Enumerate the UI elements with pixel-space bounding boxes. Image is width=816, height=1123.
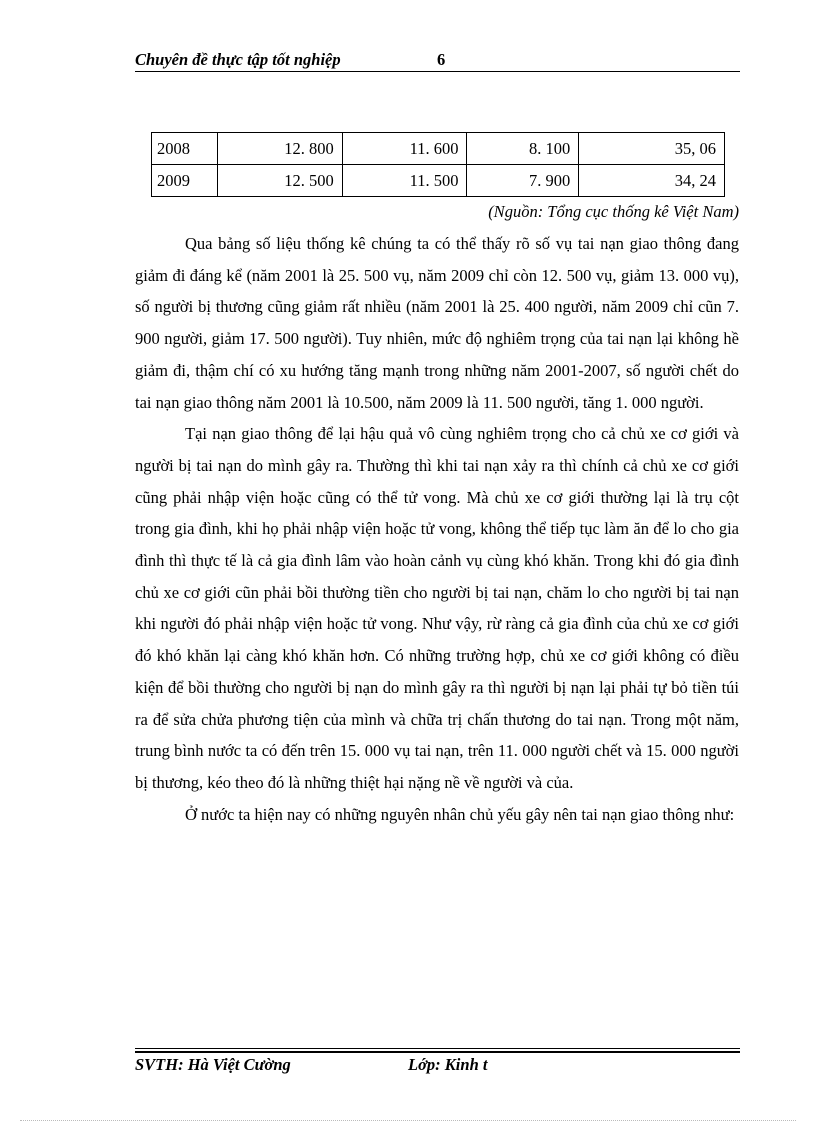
table-cell: 11. 600 bbox=[342, 133, 467, 165]
table-cell: 35, 06 bbox=[579, 133, 725, 165]
table-cell: 8. 100 bbox=[467, 133, 579, 165]
header-rule bbox=[135, 71, 740, 72]
author-label: SVTH: Hà Việt Cường bbox=[135, 1055, 291, 1074]
table-row bbox=[152, 165, 725, 197]
table-cell: 2008 bbox=[152, 133, 218, 165]
source-note: (Nguồn: Tổng cục thống kê Việt Nam) bbox=[488, 202, 739, 221]
paragraph: Qua bảng số liệu thống kê chúng ta có thể thấy rõ số vụ tai nạn giao thông đang giảm đi đáng kể (năm 2001 là 25. 500 vụ, năm 2009 chỉ còn 12. 500 vụ, giảm 13. 000 vụ), số người bị thương cũng giảm rất nhiều (năm 2001 là 25. 400 người, năm 2009 chỉ cũn 7. 900 người, giảm 17. 500 người). Tuy nhiên, mức độ nghiêm trọng của tai nạn lại không hề giảm đi, thậm chí có xu hướng tăng mạnh trong những năm 2001-2007, số người chết do tai nạn giao thông năm 2001 là 10.500, năm 2009 là 11. 500 người, tăng 1. 000 người. bbox=[135, 234, 739, 412]
paragraph: Tại nạn giao thông để lại hậu quả vô cùng nghiêm trọng cho cả chủ xe cơ giới và người bị tai nạn do mình gây ra. Thường thì khi tai nạn xảy ra thì chính cả chủ xe cơ giới cũng phải nhập viện hoặc cũng có thể tử vong. Mà chủ xe cơ giới thường lại là trụ cột trong gia đình, khi họ phải nhập viện hoặc tử vong, không thể tiếp tục làm ăn để lo cho gia đình thì thực tế là cả gia đình lâm vào hoàn cảnh vụ cùng khó khăn. Trong khi đó gia đình chủ xe cơ giới cũn phải bồi thường tiền cho người bị tai nạn, chăm lo cho người bị tai nạn khi người đó phải nhập viện hoặc tử vong. Như vậy, rừ ràng cả gia đình của chủ xe cơ giới đó khó khăn lại càng khó khăn hơn. Có những trường hợp, chủ xe cơ giới không có điều kiện để bồi thường cho người bị nạn do mình gây ra thì người bị nạn lại phải tự bỏ tiền túi ra để sửa chửa phương tiện của mình và chữa trị chấn thương do tai nạn. Trong một năm, trung bình nước ta có đến trên 15. 000 vụ tai nạn, trên 11. 000 người chết và 15. 000 người bị thương, kéo theo đó là những thiệt hại nặng nề về người và của. bbox=[135, 424, 739, 792]
document-title: Chuyên đề thực tập tốt nghiệp bbox=[135, 50, 341, 69]
body-text bbox=[135, 228, 739, 830]
footer-rule bbox=[135, 1051, 740, 1053]
table-cell: 11. 500 bbox=[342, 165, 467, 197]
table-cell: 7. 900 bbox=[467, 165, 579, 197]
table-cell: 12. 500 bbox=[217, 165, 342, 197]
footer-rule bbox=[135, 1048, 740, 1049]
page-header bbox=[135, 50, 740, 72]
table-cell: 12. 800 bbox=[217, 133, 342, 165]
page-number: 6 bbox=[437, 50, 446, 69]
statistics-table bbox=[151, 132, 725, 197]
table-cell: 2009 bbox=[152, 165, 218, 197]
page-footer bbox=[135, 1055, 740, 1077]
table-cell: 34, 24 bbox=[579, 165, 725, 197]
table-row bbox=[152, 133, 725, 165]
page-edge bbox=[20, 1120, 796, 1121]
paragraph: Ở nước ta hiện nay có những nguyên nhân chủ yếu gây nên tai nạn giao thông như: bbox=[185, 804, 735, 824]
class-label: Lớp: Kinh t bbox=[408, 1055, 488, 1074]
